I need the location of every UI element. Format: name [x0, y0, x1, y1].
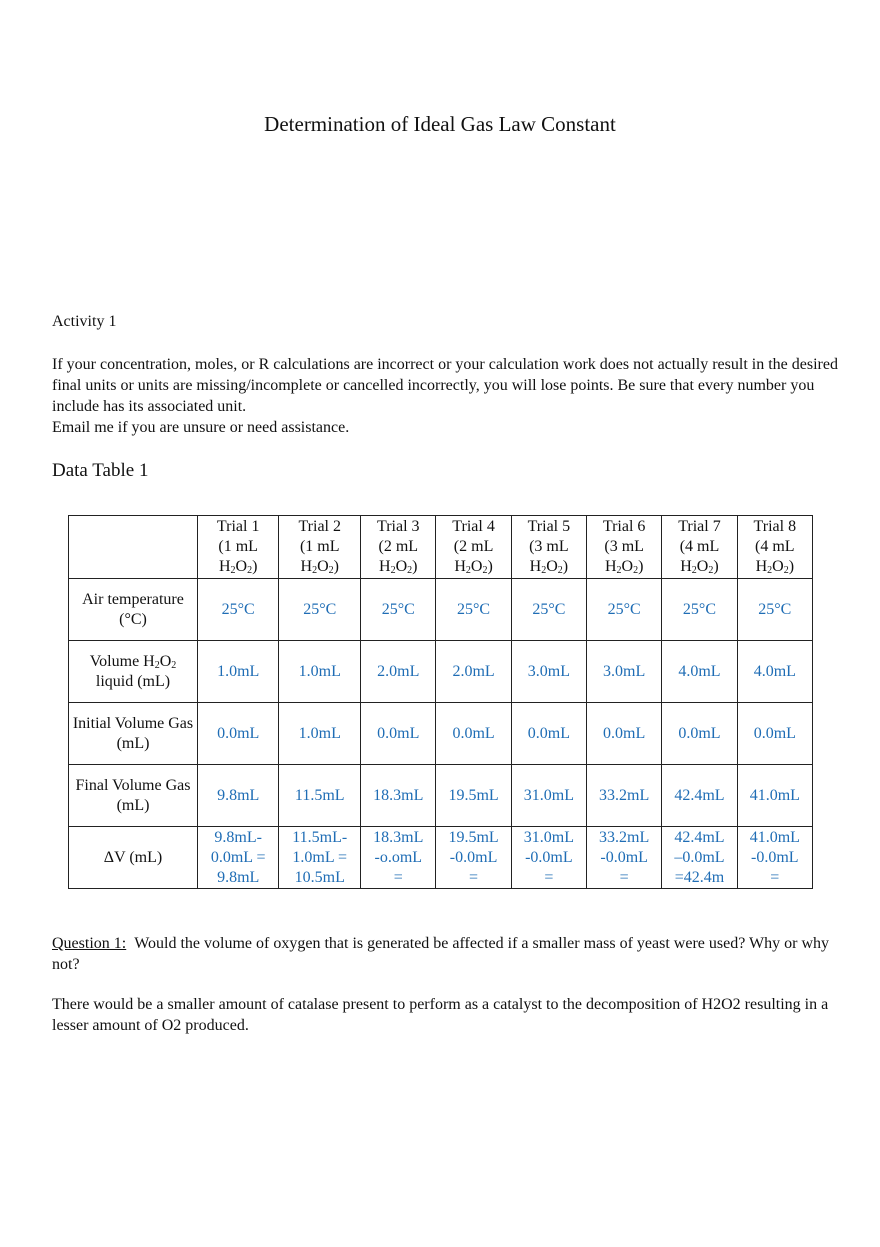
- trial-header: Trial 6 (3 mL $H_2O_2$): [587, 516, 662, 579]
- table-title: Data Table 1: [52, 460, 149, 481]
- table-cell: [436, 827, 511, 889]
- table-cell: 4.0mL: [662, 641, 737, 703]
- table-cell: 0.0mL: [361, 703, 436, 765]
- volume-h2o2-row: [69, 641, 813, 703]
- chem-h: H: [218, 558, 231, 575]
- trial-amount: (1 mL: [218, 538, 258, 555]
- chem-o: O: [470, 558, 483, 575]
- chem-close: ): [252, 558, 258, 575]
- instructions-email: Email me if you are unsure or need assistance.: [52, 419, 350, 436]
- chem-close: ): [788, 558, 795, 575]
- chem-o: O: [317, 558, 329, 575]
- trial-header: Trial 8 (4 mL $H_2O_2$): [737, 516, 812, 579]
- air-temperature-row: [69, 579, 813, 641]
- chem-o: O: [772, 558, 784, 575]
- row-label: Initial Volume Gas (mL): [69, 703, 198, 765]
- chem-close: ): [562, 558, 569, 575]
- trial-header: Trial 7 (4 mL $H_2O_2$): [662, 516, 737, 579]
- table-cell: 0.0mL: [511, 703, 586, 765]
- cell-line: -0.0mL: [600, 848, 648, 866]
- table-cell: 18.3mL: [361, 765, 436, 827]
- table-cell: 3.0mL: [511, 641, 586, 703]
- instructions-paragraph: If your concentration, moles, or R calculations are incorrect or your calculation work does not actually result in the desired final units or units are missing/incomplete or cancelled incorrectly, you will lose points. Be sure that every number you include has its associated unit.: [52, 356, 838, 415]
- chem-close: ): [487, 558, 493, 575]
- table-cell: 31.0mL: [511, 765, 586, 827]
- cell-line: -0.0mL: [751, 848, 799, 866]
- cell-line: =: [619, 868, 629, 886]
- trial-amount: (2 mL: [378, 538, 419, 555]
- trial-header: Trial 3 (2 mL $H_2O_2$): [361, 516, 436, 579]
- table-cell: 41.0mL: [737, 765, 812, 827]
- table-cell: 2.0mL: [436, 641, 511, 703]
- table-cell: 2.0mL: [361, 641, 436, 703]
- cell-line: =: [393, 868, 403, 886]
- cell-line: 19.5mL: [448, 828, 499, 846]
- chem-h: H: [680, 558, 692, 575]
- cell-line: =: [469, 868, 479, 886]
- chem-o: O: [621, 558, 634, 575]
- chem-o: O: [696, 558, 709, 575]
- table-cell: 25°C: [361, 579, 436, 641]
- table-cell: 1.0mL: [279, 641, 361, 703]
- table-cell: [198, 827, 279, 889]
- activity-heading: Activity 1: [52, 313, 117, 330]
- cell-line: 1.0mL =: [292, 848, 348, 866]
- table-cell: 0.0mL: [662, 703, 737, 765]
- table-cell: 42.4mL: [662, 765, 737, 827]
- table-cell: 0.0mL: [198, 703, 279, 765]
- cell-line: 41.0mL: [749, 828, 800, 846]
- table-cell: [511, 827, 586, 889]
- final-volume-row: [69, 765, 813, 827]
- table-cell: 1.0mL: [279, 703, 361, 765]
- cell-line: -0.0mL: [449, 848, 498, 866]
- trial-name: Trial 5: [527, 518, 571, 535]
- chem-h: H: [604, 558, 617, 575]
- trial-header: Trial 4 (2 mL $H_2O_2$): [436, 516, 511, 579]
- table-cell: 25°C: [587, 579, 662, 641]
- cell-line: 11.5mL-: [292, 828, 348, 846]
- chem-h: H: [755, 558, 768, 575]
- table-cell: [361, 827, 436, 889]
- table-cell: 25°C: [737, 579, 812, 641]
- trial-amount: (2 mL: [453, 538, 494, 555]
- table-cell: 25°C: [279, 579, 361, 641]
- question-label: Question 1:: [52, 935, 127, 952]
- cell-line: 33.2mL: [599, 828, 650, 846]
- table-cell: 33.2mL: [587, 765, 662, 827]
- header-corner-cell: [69, 516, 198, 579]
- chem-h: H: [379, 558, 391, 575]
- chem-close: ): [713, 558, 719, 575]
- table-cell: 0.0mL: [436, 703, 511, 765]
- trial-name: Trial 3: [377, 518, 420, 535]
- trial-name: Trial 6: [602, 518, 646, 535]
- table-cell: 25°C: [662, 579, 737, 641]
- table-cell: 0.0mL: [587, 703, 662, 765]
- chem-close: ): [333, 558, 339, 575]
- table-cell: 19.5mL: [436, 765, 511, 827]
- cell-line: =: [544, 868, 554, 886]
- cell-line: 9.8mL: [217, 868, 260, 886]
- label-part: Volume H: [89, 652, 155, 670]
- table-cell: 0.0mL: [737, 703, 812, 765]
- trial-name: Trial 8: [753, 518, 797, 535]
- cell-line: –0.0mL: [674, 848, 725, 866]
- trial-header: Trial 1 (1 mL $H_2O_2$): [198, 516, 279, 579]
- cell-line: 9.8mL-: [214, 828, 262, 846]
- cell-line: 0.0mL =: [210, 848, 266, 866]
- data-table: [68, 515, 813, 889]
- table-cell: [587, 827, 662, 889]
- chem-h: H: [454, 558, 466, 575]
- cell-line: 42.4mL: [674, 828, 725, 846]
- chem-h: H: [529, 558, 542, 575]
- cell-line: 18.3mL: [373, 828, 424, 846]
- cell-line: 31.0mL: [523, 828, 574, 846]
- trial-name: Trial 4: [452, 518, 495, 535]
- trial-name: Trial 7: [678, 518, 721, 535]
- row-label: Air temperature (°C): [69, 579, 198, 641]
- question-text: Would the volume of oxygen that is generated be affected if a smaller mass of yeast were used? Why or why not?: [52, 935, 829, 973]
- table-header-row: [69, 516, 813, 579]
- initial-volume-row: [69, 703, 813, 765]
- table-cell: 25°C: [436, 579, 511, 641]
- instructions: [52, 354, 842, 438]
- table-cell: [662, 827, 737, 889]
- cell-line: =42.4m: [674, 868, 725, 886]
- table-cell: 1.0mL: [198, 641, 279, 703]
- chem-h: H: [300, 558, 313, 575]
- label-part: O: [159, 652, 172, 670]
- trial-amount: (3 mL: [604, 538, 644, 555]
- cell-line: =: [770, 868, 780, 886]
- row-label: Final Volume Gas (mL): [69, 765, 198, 827]
- trial-name: Trial 2: [298, 518, 341, 535]
- cell-line: -o.omL: [374, 848, 423, 866]
- trial-amount: (4 mL: [679, 538, 720, 555]
- trial-amount: (3 mL: [529, 538, 569, 555]
- question-1: [52, 933, 842, 975]
- answer-1: There would be a smaller amount of catalase present to perform as a catalyst to the decomposition of H2O2 resulting in a lesser amount of O2 produced.: [52, 996, 829, 1034]
- delta-v-row: [69, 827, 813, 889]
- table-cell: 3.0mL: [587, 641, 662, 703]
- chem-o: O: [395, 558, 408, 575]
- chem-o: O: [546, 558, 558, 575]
- row-label: Volume $H_2O_2$ liquid (mL): [69, 641, 198, 703]
- trial-amount: (1 mL: [299, 538, 340, 555]
- label-part: liquid (mL): [95, 672, 171, 690]
- trial-header: Trial 5 (3 mL $H_2O_2$): [511, 516, 586, 579]
- chem-o: O: [235, 558, 248, 575]
- table-cell: 25°C: [198, 579, 279, 641]
- trial-header: Trial 2 (1 mL $H_2O_2$): [279, 516, 361, 579]
- table-cell: 25°C: [511, 579, 586, 641]
- table-cell: [737, 827, 812, 889]
- table-cell: 11.5mL: [279, 765, 361, 827]
- cell-line: -0.0mL: [525, 848, 573, 866]
- page-title: Determination of Ideal Gas Law Constant: [264, 112, 616, 136]
- chem-close: ): [412, 558, 418, 575]
- table-cell: 9.8mL: [198, 765, 279, 827]
- trial-name: Trial 1: [216, 518, 260, 535]
- table-cell: 4.0mL: [737, 641, 812, 703]
- table-cell: [279, 827, 361, 889]
- cell-line: 10.5mL: [294, 868, 345, 886]
- row-label: ΔV (mL): [69, 827, 198, 889]
- chem-close: ): [638, 558, 644, 575]
- trial-amount: (4 mL: [755, 538, 795, 555]
